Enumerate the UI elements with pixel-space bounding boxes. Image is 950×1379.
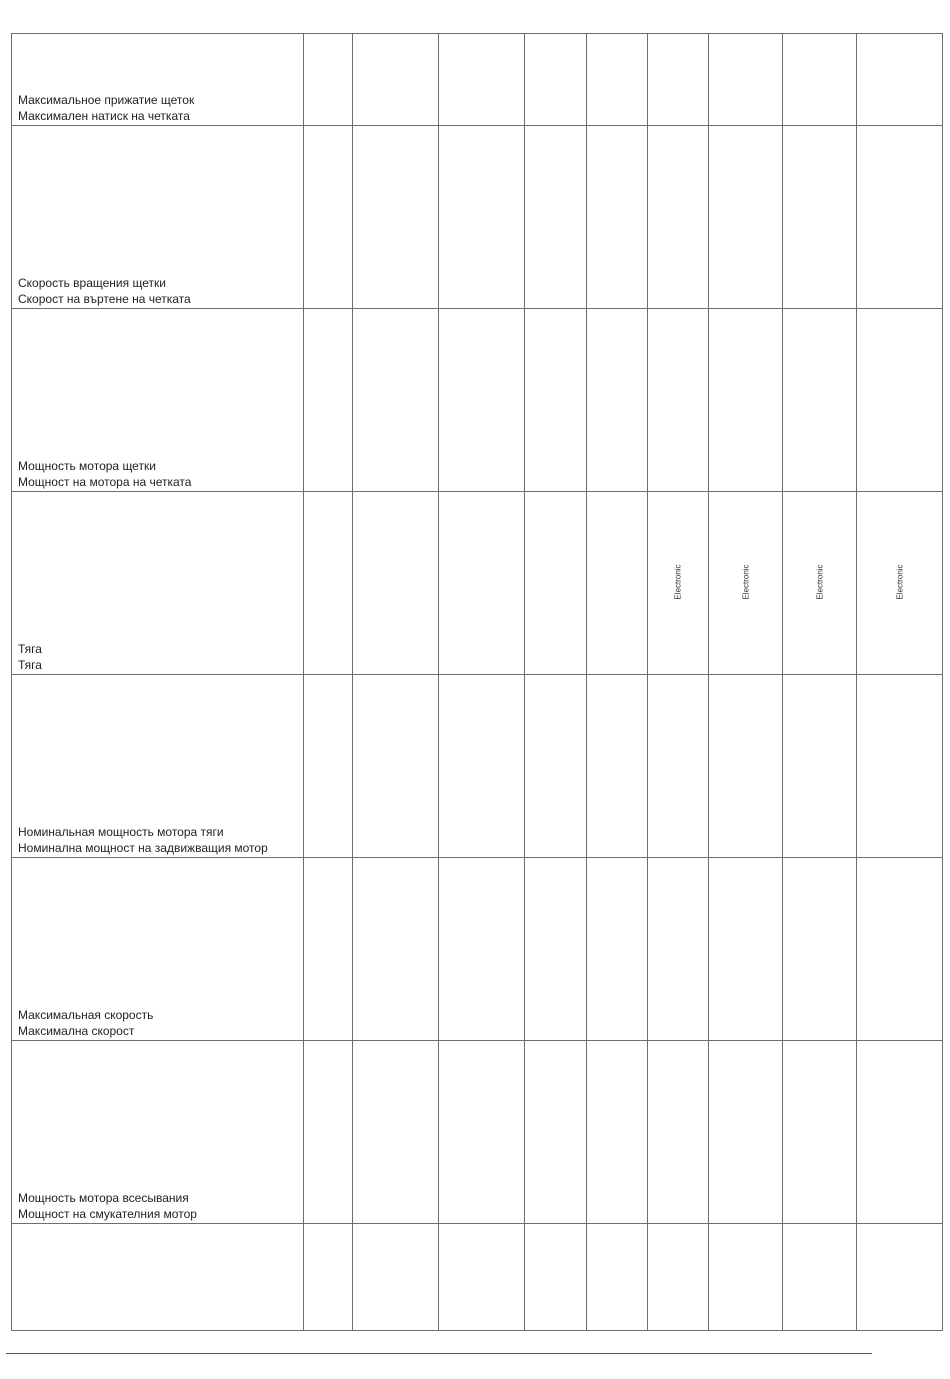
table-cell [353,1224,439,1331]
table-row [12,1041,943,1224]
table-cell [304,858,353,1041]
table-cell [525,858,587,1041]
label-bg: Мощност на мотора на четката [18,474,192,489]
table-cell [525,1224,587,1331]
table-cell [353,1041,439,1224]
table-cell [353,34,439,126]
traction-value: Electronic [741,564,750,600]
table-row [12,309,943,492]
table-cell [304,309,353,492]
row-label [12,492,304,675]
table-cell [857,675,943,858]
table-cell [525,126,587,309]
spec-table [11,33,943,1331]
table-cell [857,34,943,126]
footer-divider [6,1353,872,1354]
table-cell [783,858,857,1041]
table-cell [783,1041,857,1224]
table-cell [304,675,353,858]
table-cell [709,1041,783,1224]
table-cell [439,858,525,1041]
table-cell [648,34,709,126]
table-cell [353,126,439,309]
table-cell [439,492,525,675]
traction-value: Electronic [673,564,683,600]
table-cell [304,126,353,309]
table-row [12,858,943,1041]
table-cell [439,34,525,126]
table-cell [783,1224,857,1331]
label-bg: Номинална мощност на задвижващия мотор [18,840,268,855]
table-cell [783,34,857,126]
table-cell [857,1224,943,1331]
table-cell [587,1224,648,1331]
table-cell [304,1224,353,1331]
label-bg: Мощност на смукателния мотор [18,1206,197,1221]
table-cell [353,675,439,858]
table-cell [439,1041,525,1224]
table-cell [709,126,783,309]
table-cell [587,492,648,675]
table-cell [709,1224,783,1331]
table-cell [12,1224,304,1331]
row-label [12,1041,304,1224]
table-cell [304,492,353,675]
table-cell [709,675,783,858]
table-cell [857,1041,943,1224]
table-row [12,34,943,126]
table-cell [525,309,587,492]
table-cell [648,858,709,1041]
row-label [12,858,304,1041]
table-cell [783,309,857,492]
table-cell [709,309,783,492]
traction-value: Electronic [815,564,824,600]
row-label [12,675,304,858]
table-row [12,126,943,309]
traction-value: Electronic [895,564,904,600]
label-bg: Скорост на въртене на четката [18,291,191,306]
table-cell [439,1224,525,1331]
table-cell [587,858,648,1041]
table-cell [439,309,525,492]
label-ru: Максимальное прижатие щеток [18,93,195,107]
table-cell [587,126,648,309]
table-cell [709,858,783,1041]
table-row [12,675,943,858]
table-cell [587,34,648,126]
table-cell [857,126,943,309]
table-cell [353,309,439,492]
table-cell [304,34,353,126]
table-cell [648,1041,709,1224]
table-row [12,1224,943,1331]
table-cell [439,126,525,309]
label-bg: Тяга [18,657,42,672]
label-ru: Номинальная мощность мотора тяги [18,825,224,839]
label-ru: Скорость вращения щетки [18,276,166,290]
table-cell [709,492,783,675]
row-label [12,34,304,126]
label-ru: Мощность мотора всесывания [18,1191,189,1205]
table-cell [648,126,709,309]
row-label [12,126,304,309]
label-ru: Тяга [18,642,42,656]
table-cell [525,34,587,126]
table-cell [439,675,525,858]
table-cell [525,492,587,675]
table-cell [587,309,648,492]
label-ru: Мощность мотора щетки [18,459,156,473]
table-cell [857,492,943,675]
table-cell [353,492,439,675]
label-bg: Максимален натиск на четката [18,108,190,123]
row-label [12,309,304,492]
table-cell [648,675,709,858]
table-cell [783,675,857,858]
table-cell [304,1041,353,1224]
table-cell [587,1041,648,1224]
table-cell [783,126,857,309]
table-cell [857,309,943,492]
table-cell [525,675,587,858]
label-ru: Максимальная скорость [18,1008,154,1022]
table-cell [525,1041,587,1224]
table-cell [648,1224,709,1331]
table-cell [587,675,648,858]
table-row [12,492,943,675]
table-cell [857,858,943,1041]
table-cell [648,492,709,675]
table-cell [709,34,783,126]
label-bg: Максимална скорост [18,1023,135,1038]
table-cell [648,309,709,492]
table-cell [353,858,439,1041]
table-cell [783,492,857,675]
